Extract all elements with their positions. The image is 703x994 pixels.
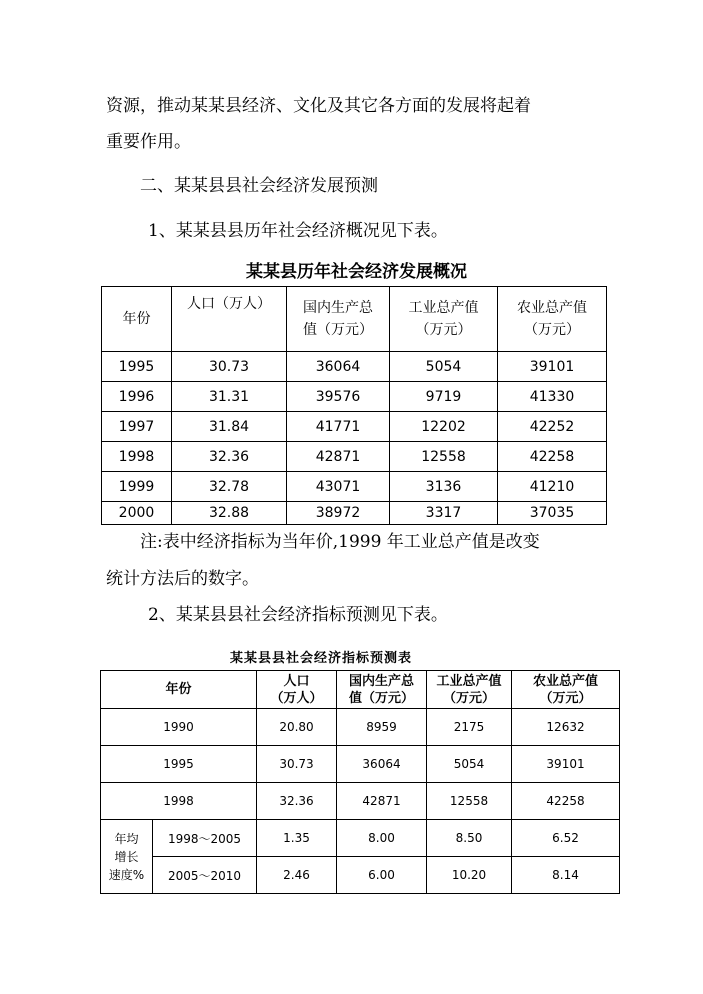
header-cell: 年份 [101, 671, 257, 709]
table-cell: 39101 [512, 746, 620, 783]
table-cell: 2005～2010 [153, 857, 257, 894]
table-cell: 10.20 [427, 857, 512, 894]
header-cell: 国内生产总 值（万元） [337, 671, 427, 709]
table-row [102, 502, 607, 525]
header-cell: 年份 [102, 287, 172, 352]
table-cell: 39576 [287, 382, 390, 412]
table-cell: 30.73 [172, 352, 287, 382]
table-cell: 1995 [102, 352, 172, 382]
table-cell: 2.46 [257, 857, 337, 894]
table-cell: 1999 [102, 472, 172, 502]
table-forecast [100, 670, 620, 894]
table-row [101, 746, 620, 783]
table-header-row [101, 671, 620, 709]
header-cell: 人口 （万人） [257, 671, 337, 709]
table-cell: 1.35 [257, 820, 337, 857]
paragraph-line: 重要作用。 [106, 132, 191, 152]
table-cell: 1998 [101, 783, 257, 820]
table-cell: 31.31 [172, 382, 287, 412]
table-cell: 32.36 [257, 783, 337, 820]
table-cell: 43071 [287, 472, 390, 502]
table-cell: 12558 [390, 442, 498, 472]
table-cell: 1996 [102, 382, 172, 412]
table-cell: 1997 [102, 412, 172, 442]
table-header-row [102, 287, 607, 352]
table-cell: 36064 [337, 746, 427, 783]
header-cell: 国内生产总 值（万元） [287, 287, 390, 352]
section-heading: 二、某某县县社会经济发展预测 [140, 176, 378, 196]
table-cell: 38972 [287, 502, 390, 525]
header-cell: 农业总产值 （万元） [512, 671, 620, 709]
table-cell: 32.78 [172, 472, 287, 502]
table-cell: 8.00 [337, 820, 427, 857]
table-cell: 36064 [287, 352, 390, 382]
table-cell: 31.84 [172, 412, 287, 442]
table-cell: 41210 [498, 472, 607, 502]
table-cell: 2000 [102, 502, 172, 525]
table-cell: 1995 [101, 746, 257, 783]
table-row [102, 472, 607, 502]
table-cell: 37035 [498, 502, 607, 525]
table-cell: 41771 [287, 412, 390, 442]
table-row [102, 412, 607, 442]
header-cell: 工业总产值 （万元） [427, 671, 512, 709]
table-cell: 3136 [390, 472, 498, 502]
table-cell: 9719 [390, 382, 498, 412]
table-cell: 5054 [427, 746, 512, 783]
table1-caption: 某某县历年社会经济发展概况 [246, 262, 467, 282]
table-cell: 6.00 [337, 857, 427, 894]
table-row [101, 783, 620, 820]
table-cell: 8.50 [427, 820, 512, 857]
paragraph-line: 资源，推动某某县经济、文化及其它各方面的发展将起着 [106, 96, 531, 116]
table-cell: 1998～2005 [153, 820, 257, 857]
growth-rate-label: 年均 增长 速度% [101, 820, 153, 894]
table-row [101, 857, 620, 894]
table-cell: 30.73 [257, 746, 337, 783]
table-cell: 5054 [390, 352, 498, 382]
table-cell: 20.80 [257, 709, 337, 746]
table-cell: 1990 [101, 709, 257, 746]
header-cell: 人口（万人） [172, 287, 287, 352]
table-cell: 42258 [498, 442, 607, 472]
table-cell: 6.52 [512, 820, 620, 857]
table-cell: 12202 [390, 412, 498, 442]
table-cell: 3317 [390, 502, 498, 525]
table-economic-overview [101, 286, 607, 525]
table2-caption: 某某县县社会经济指标预测表 [230, 651, 413, 666]
table-row [102, 382, 607, 412]
table-cell: 42871 [337, 783, 427, 820]
table-cell: 1998 [102, 442, 172, 472]
list-item-2: 2、某某县县社会经济指标预测见下表。 [148, 605, 448, 625]
table-cell: 32.88 [172, 502, 287, 525]
table-cell: 8.14 [512, 857, 620, 894]
header-cell: 工业总产值 （万元） [390, 287, 498, 352]
table-cell: 32.36 [172, 442, 287, 472]
table-row [102, 442, 607, 472]
table-cell: 8959 [337, 709, 427, 746]
table-cell: 42871 [287, 442, 390, 472]
note-line: 注:表中经济指标为当年价,1999 年工业总产值是改变 [140, 532, 540, 552]
table-cell: 2175 [427, 709, 512, 746]
table-cell: 41330 [498, 382, 607, 412]
table-cell: 42252 [498, 412, 607, 442]
table-cell: 12632 [512, 709, 620, 746]
table-cell: 12558 [427, 783, 512, 820]
table-row [102, 352, 607, 382]
table-row [101, 820, 620, 857]
list-item-1: 1、某某县县历年社会经济概况见下表。 [148, 221, 448, 241]
table-row [101, 709, 620, 746]
note-line: 统计方法后的数字。 [106, 569, 259, 589]
table-cell: 42258 [512, 783, 620, 820]
header-cell: 农业总产值 （万元） [498, 287, 607, 352]
table-cell: 39101 [498, 352, 607, 382]
